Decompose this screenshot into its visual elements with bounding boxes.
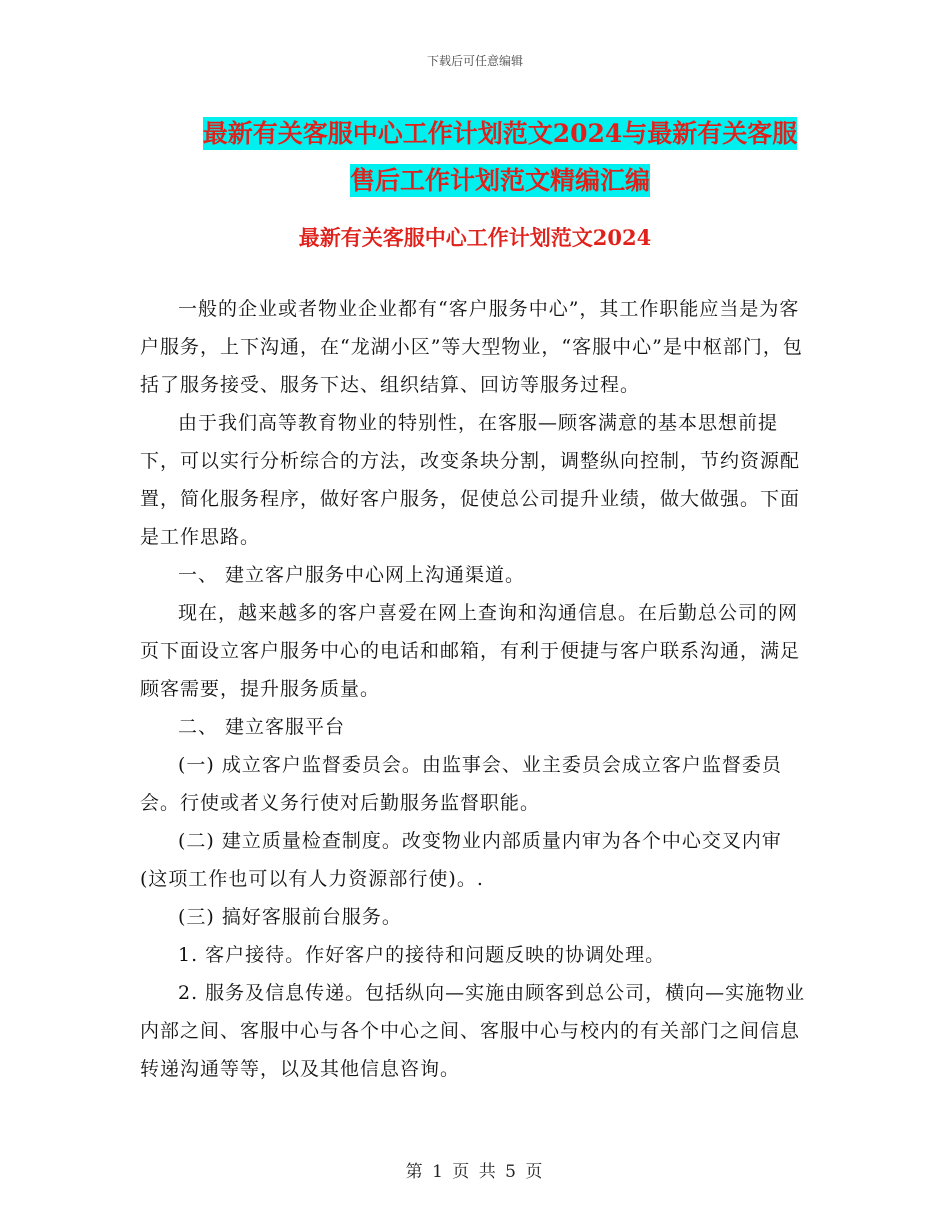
paragraph: 现在，越来越多的客户喜爱在网上查询和沟通信息。在后勤总公司的网页下面设立客户服务中心的电话和邮箱，有利于便捷与客户联系沟通，满足顾客需要，提升服务质量。 — [140, 602, 801, 700]
paragraph: (一) 成立客户监督委员会。由监事会、业主委员会成立客户监督委员会。行使或者义务行使对后勤服务监督职能。 — [140, 754, 782, 814]
paragraph: (二) 建立质量检查制度。改变物业内部质量内审为各个中心交叉内审(这项工作也可以有人力资源部行使)。. — [140, 830, 782, 890]
document-title-line-2: 售后工作计划范文精编汇编 — [349, 166, 650, 195]
document-title-line-1: 最新有关客服中心工作计划范文2024与最新有关客服 — [202, 119, 798, 148]
header-note: 下载后可任意编辑 — [426, 54, 523, 68]
paragraph: (三) 搞好客服前台服务。 — [178, 906, 402, 928]
page-footer: 第 1 页 共 5 页 — [405, 1162, 545, 1182]
section-title: 最新有关客服中心工作计划范文2024 — [298, 225, 652, 250]
document-body — [140, 290, 808, 1088]
document-title — [140, 110, 860, 204]
heading-2: 二、 建立客服平台 — [178, 716, 346, 738]
heading-1: 一、 建立客户服务中心网上沟通渠道。 — [178, 564, 526, 586]
paragraph: 1. 客户接待。作好客户的接待和问题反映的协调处理。 — [178, 944, 666, 966]
paragraph: 一般的企业或者物业企业都有“客户服务中心”，其工作职能应当是为客户服务，上下沟通，在“龙湖小区”等大型物业，“客服中心”是中枢部门，包括了服务接受、服务下达、组织结算、回访等服务过程。 — [140, 298, 803, 396]
paragraph: 2. 服务及信息传递。包括纵向—实施由顾客到总公司，横向—实施物业内部之间、客服中心与各个中心之间、客服中心与校内的有关部门之间信息转递沟通等等，以及其他信息咨询。 — [140, 982, 806, 1080]
paragraph: 由于我们高等教育物业的特别性，在客服—顾客满意的基本思想前提下，可以实行分析综合的方法，改变条块分割，调整纵向控制，节约资源配置，简化服务程序，做好客户服务，促使总公司提升业绩，做大做强。下面是工作思路。 — [140, 412, 801, 548]
